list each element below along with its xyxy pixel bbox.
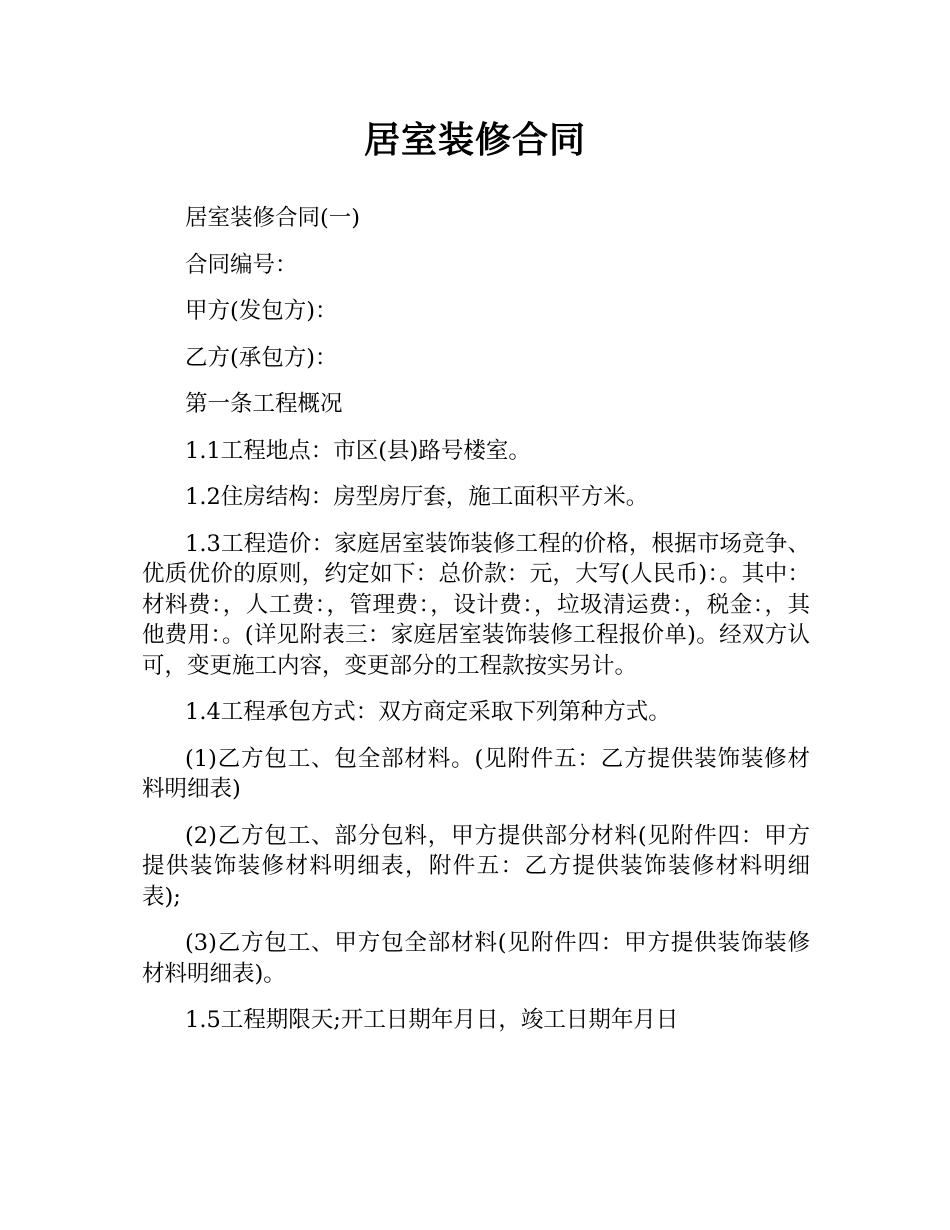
contract-number-line: 合同编号： — [185, 251, 298, 278]
clause-1-3: 1.3工程造价：家庭居室装饰装修工程的价格，根据市场竞争、优质优价的原则，约定如下：总价款：元，大写(人民币)：。其中：材料费：，人工费：，管理费：，设计费：，垃圾清运费：，税金：，其他费用：。(详见附表三：家庭居室装饰装修工程报价单)。经双方认可，变更施工内容，变更部分的工程款按实另计。 — [142, 530, 810, 679]
article-1-heading: 第一条工程概况 — [185, 391, 343, 417]
option-2: (2)乙方包工、部分包料，甲方提供部分材料(见附件四：甲方提供装饰装修材料明细表，附件五：乙方提供装饰装修材料明细表); — [142, 822, 810, 910]
contract-subtitle: 居室装修合同(一) — [185, 205, 361, 231]
clause-1-1: 1.1工程地点：市区(县)路号楼室。 — [185, 437, 531, 464]
party-a-line: 甲方(发包方)： — [185, 298, 338, 324]
option-3: (3)乙方包工、甲方包全部材料(见附件四：甲方提供装饰装修材料明细表)。 — [142, 930, 810, 987]
document-title: 居室装修合同 — [363, 120, 586, 161]
clause-1-2: 1.2住房结构：房型房厅套，施工面积平方米。 — [185, 484, 649, 510]
document-body — [142, 203, 810, 1052]
party-b-line: 乙方(承包方)： — [185, 344, 338, 371]
clause-1-4: 1.4工程承包方式：双方商定采取下列第种方式。 — [185, 699, 671, 725]
option-1: (1)乙方包工、包全部材料。(见附件五：乙方提供装饰装修材料明细表) — [142, 745, 810, 802]
clause-1-5: 1.5工程期限天;开工日期年月日，竣工日期年月日 — [185, 1007, 679, 1033]
